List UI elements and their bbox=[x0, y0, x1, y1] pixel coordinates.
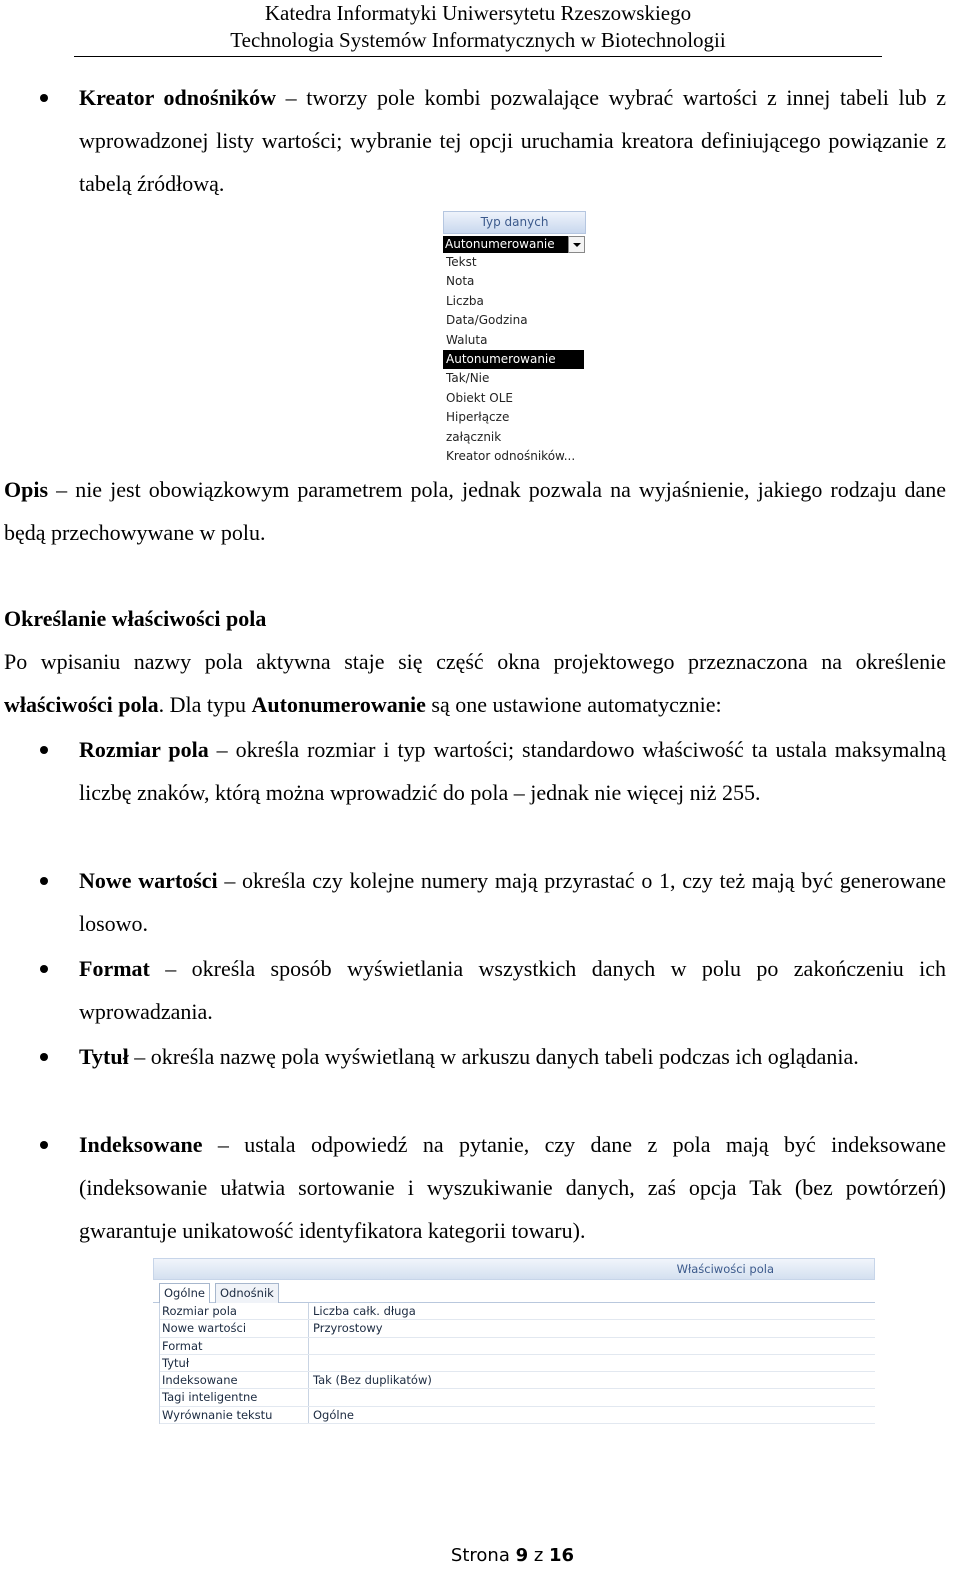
page-total: 16 bbox=[549, 1545, 575, 1566]
intro-text-2: . Dla typu bbox=[158, 692, 252, 717]
property-row[interactable] bbox=[160, 1303, 875, 1320]
bullet-term: Indeksowane bbox=[79, 1132, 203, 1157]
dropdown-option[interactable]: Kreator odnośników... bbox=[446, 448, 576, 463]
page-number: 9 bbox=[515, 1545, 529, 1566]
dropdown-value-text: Autonumerowanie bbox=[445, 237, 555, 251]
property-row[interactable] bbox=[160, 1407, 875, 1424]
bullet-term: Nowe wartości bbox=[79, 868, 218, 893]
bullet-desc: – określa rozmiar i typ wartości; standardowo właściwość ta ustala maksymalną liczbę znaków, którą można wprowadzić do pola – jednak nie więcej niż 255. bbox=[79, 737, 946, 805]
opis-paragraph bbox=[4, 468, 946, 554]
bullet-dot bbox=[40, 965, 48, 973]
property-name: Indeksowane bbox=[162, 1373, 238, 1388]
bullet-desc: – określa nazwę pola wyświetlaną w arkuszu danych tabeli podczas ich oglądania. bbox=[128, 1044, 859, 1069]
property-row[interactable] bbox=[160, 1320, 875, 1337]
dropdown-option[interactable]: Obiekt OLE bbox=[446, 390, 513, 405]
opis-text: – nie jest obowiązkowym parametrem pola, jednak pozwala na wyjaśnienie, jakiego rodzaju dane będą przechowywane w polu. bbox=[4, 477, 946, 545]
intro-text-1: Po wpisaniu nazwy pola aktywna staje się część okna projektowego przeznaczona na określenie bbox=[4, 649, 946, 674]
intro-bold-2: Autonumerowanie bbox=[251, 692, 426, 717]
properties-title: Właściwości pola bbox=[153, 1258, 875, 1280]
dropdown-option[interactable]: załącznik bbox=[446, 429, 502, 444]
field-properties-panel bbox=[153, 1258, 875, 1426]
bullet-desc: – ustala odpowiedź na pytanie, czy dane z pola mają być indeksowane (indeksowanie ułatwia sortowanie i wyszukiwanie danych, zaś opcja Tak (bez powtórzeń) gwarantuje unikatowość identyfikatora kategorii towaru). bbox=[79, 1132, 946, 1243]
bullet-dot bbox=[40, 94, 48, 102]
property-name: Format bbox=[162, 1338, 203, 1353]
bullet-dot bbox=[40, 746, 48, 754]
property-name: Wyrównanie tekstu bbox=[162, 1407, 273, 1422]
dropdown-option[interactable]: Waluta bbox=[446, 332, 488, 347]
page-header bbox=[74, 0, 882, 57]
property-value[interactable] bbox=[308, 1355, 313, 1371]
dropdown-value[interactable] bbox=[443, 236, 569, 253]
dropdown-option[interactable]: Hiperłącze bbox=[446, 410, 510, 425]
section-heading: Określanie właściwości pola bbox=[4, 606, 267, 631]
properties-grid bbox=[159, 1303, 875, 1424]
properties-tabs bbox=[153, 1280, 875, 1303]
bullet-dot bbox=[40, 1141, 48, 1149]
dropdown-option[interactable]: Liczba bbox=[446, 293, 484, 308]
dropdown-option[interactable]: Nota bbox=[446, 274, 475, 289]
property-name: Tagi inteligentne bbox=[162, 1390, 258, 1405]
bullet-desc: – określa sposób wyświetlania wszystkich danych w polu po zakończeniu ich wprowadzania. bbox=[79, 956, 946, 1024]
property-value[interactable]: Tak (Bez duplikatów) bbox=[308, 1372, 432, 1388]
bullet-term: Rozmiar pola bbox=[79, 737, 209, 762]
bullet-desc: – tworzy pole kombi pozwalające wybrać wartości z innej tabeli lub z wprowadzonej listy wartości; wybranie tej opcji uruchamia kreatora definiującego powiązanie z tabelą źródłową. bbox=[79, 85, 946, 196]
footer-mid: z bbox=[528, 1545, 550, 1566]
chevron-down-icon[interactable] bbox=[568, 236, 585, 253]
bullet-dot bbox=[40, 877, 48, 885]
property-row[interactable] bbox=[160, 1372, 875, 1389]
intro-paragraph bbox=[4, 640, 946, 726]
property-value[interactable]: Przyrostowy bbox=[308, 1320, 383, 1336]
bullet-desc: – określa czy kolejne numery mają przyrastać o 1, czy też mają być generowane losowo. bbox=[79, 868, 946, 936]
header-line-2: Technologia Systemów Informatycznych w Biotechnologii bbox=[230, 28, 726, 52]
intro-bold-1: właściwości pola bbox=[4, 692, 159, 717]
dropdown-option-selected[interactable]: Autonumerowanie bbox=[443, 350, 584, 369]
property-name: Rozmiar pola bbox=[162, 1304, 237, 1318]
dropdown-option[interactable]: Tekst bbox=[446, 255, 477, 269]
header-line-1: Katedra Informatyki Uniwersytetu Rzeszowskiego bbox=[264, 1, 692, 25]
property-row[interactable] bbox=[160, 1389, 875, 1406]
bullet-term: Format bbox=[79, 956, 150, 981]
footer-prefix: Strona bbox=[450, 1545, 516, 1566]
bullet-dot bbox=[40, 1053, 48, 1061]
tab-lookup[interactable]: Odnośnik bbox=[215, 1283, 279, 1303]
property-value[interactable] bbox=[308, 1338, 313, 1354]
bullet-term: Tytuł bbox=[79, 1044, 129, 1069]
dropdown-options bbox=[443, 253, 586, 466]
tab-general[interactable]: Ogólne bbox=[159, 1283, 210, 1303]
data-type-dropdown bbox=[443, 211, 586, 466]
property-value[interactable]: Liczba całk. długa bbox=[308, 1303, 416, 1319]
property-row[interactable] bbox=[160, 1338, 875, 1355]
property-name: Nowe wartości bbox=[162, 1321, 247, 1336]
bullet-term: Kreator odnośników bbox=[79, 85, 277, 110]
property-row[interactable] bbox=[160, 1355, 875, 1372]
page-footer bbox=[0, 1545, 960, 1566]
dropdown-option[interactable]: Data/Godzina bbox=[446, 313, 528, 328]
property-name: Tytuł bbox=[162, 1355, 190, 1370]
opis-term: Opis bbox=[4, 477, 49, 502]
intro-text-3: są one ustawione automatycznie: bbox=[425, 692, 722, 717]
property-value[interactable]: Ogólne bbox=[308, 1407, 354, 1423]
dropdown-title: Typ danych bbox=[443, 211, 586, 234]
property-value[interactable] bbox=[308, 1389, 313, 1405]
dropdown-option[interactable]: Tak/Nie bbox=[446, 371, 490, 386]
